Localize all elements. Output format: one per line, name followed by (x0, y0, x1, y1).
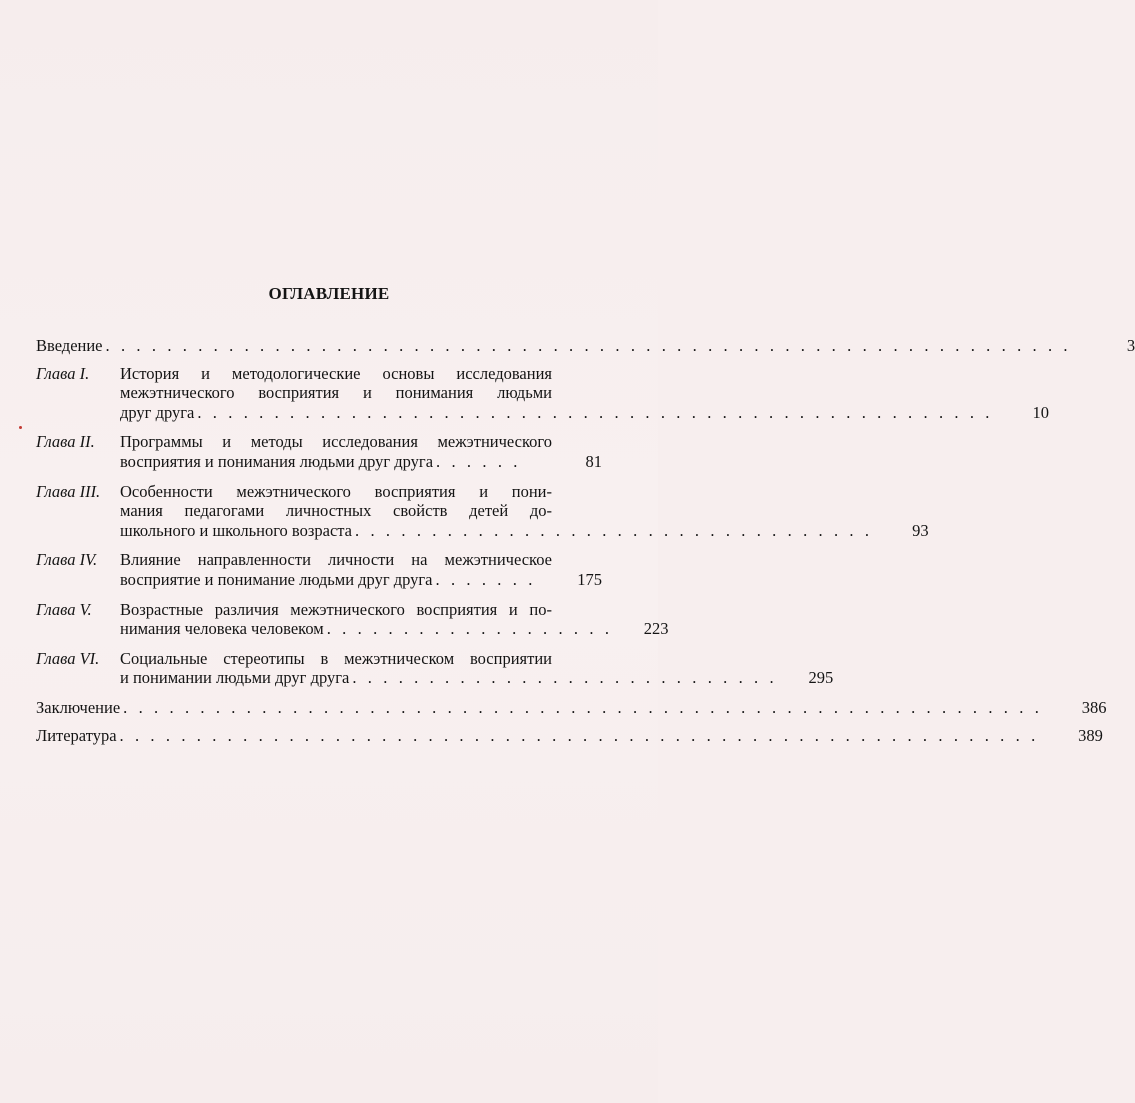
toc-entry-title: Литература (36, 725, 117, 745)
chapter-label: Глава V. (36, 599, 92, 619)
chapter-title-last-line (120, 521, 929, 541)
toc-page-number: 386 (1081, 697, 1107, 717)
chapter-title-line: друг друга (120, 402, 195, 422)
toc-entry-chapter-6[interactable] (36, 648, 834, 688)
toc-page-number: 10 (1032, 402, 1050, 422)
table-of-contents (36, 336, 1135, 753)
chapter-title (120, 482, 929, 541)
dot-leader: . . . . . . . . . . . . . . . . . . . . . . . . . . . . . . . . . . (355, 520, 873, 540)
chapter-title-last-line (120, 403, 1049, 423)
toc-entry-chapter-5[interactable] (36, 599, 669, 639)
dot-leader: . . . . . . . (435, 569, 536, 589)
dot-leader: . . . . . . . . . . . . . . . . . . . . . . . . . . . . . . . . . . . . . . . . . . . . . . . . . . . . . . . . . . . . . . . (105, 336, 1072, 355)
toc-page-number: 175 (577, 569, 602, 589)
toc-page-number: 295 (808, 668, 834, 688)
dot-leader: . . . . . . . . . . . . . . . . . . . . . . . . . . . . (352, 668, 778, 688)
chapter-title-line: восприятия и понимания людьми друг друга (120, 451, 434, 471)
chapter-label: Глава IV. (36, 550, 98, 570)
chapter-title-line: мания педагогами личностных свойств детей до- (120, 501, 552, 521)
chapter-title-line: Влияние направленности личности на межэтническое (120, 550, 552, 570)
chapter-title (120, 432, 602, 471)
toc-entry-conclusion[interactable] (36, 697, 1107, 718)
chapter-title-last-line (120, 668, 833, 688)
dot-leader: . . . . . . (436, 451, 522, 471)
toc-entry-chapter-1[interactable] (36, 363, 1050, 423)
toc-page-number: 223 (643, 619, 669, 639)
dot-leader: . . . . . . . . . . . . . . . . . . . . . . . . . . . . . . . . . . . . . . . . . . . . . . . . . . . . (197, 402, 994, 422)
toc-entry-introduction[interactable] (36, 336, 1135, 356)
toc-entry-chapter-4[interactable] (36, 550, 602, 589)
chapter-title-last-line (120, 570, 602, 590)
chapter-title (120, 364, 1049, 423)
dot-leader: . . . . . . . . . . . . . . . . . . . . . . . . . . . . . . . . . . . . . . . . . . . . . . . . . . . . . . . . . . . . (119, 725, 1039, 745)
toc-entry-chapter-3[interactable] (36, 481, 929, 541)
toc-page-number: 81 (585, 451, 602, 471)
chapter-title-line: История и методологические основы исследования (120, 363, 552, 383)
chapter-title (120, 600, 669, 639)
chapter-title (120, 550, 602, 589)
chapter-title-line: межэтнического восприятия и понимания людьми (120, 383, 552, 403)
dot-leader: . . . . . . . . . . . . . . . . . . . . . . . . . . . . . . . . . . . . . . . . . . . . . . . . . . . . . . . . . . . . (123, 697, 1043, 717)
toc-page-number: 3 (1126, 336, 1135, 355)
chapter-title (120, 649, 833, 688)
chapter-label: Глава I. (36, 363, 90, 383)
toc-entry-chapter-2[interactable] (36, 432, 602, 471)
chapter-title-line: Программы и методы исследования межэтнического (120, 432, 552, 452)
page-title: ОГЛАВЛЕНИЕ (268, 284, 390, 303)
toc-entry-title: Заключение (36, 697, 121, 717)
toc-page-number: 93 (912, 520, 929, 540)
chapter-title-line: Возрастные различия межэтнического восприятия и по- (120, 599, 552, 619)
chapter-title-line: нимания человека человеком (120, 619, 324, 639)
toc-page-number: 389 (1078, 725, 1103, 745)
chapter-label: Глава VI. (36, 648, 100, 668)
chapter-title-line: Особенности межэтнического восприятия и пони- (120, 481, 552, 501)
chapter-title-last-line (120, 452, 602, 472)
dot-leader: . . . . . . . . . . . . . . . . . . . (326, 619, 613, 639)
ink-speck (19, 426, 22, 429)
chapter-title-line: и понимании людьми друг друга (120, 668, 350, 688)
toc-entry-references[interactable] (36, 725, 1103, 746)
chapter-label: Глава III. (36, 481, 101, 501)
chapter-title-line: школьного и школьного возраста (120, 520, 353, 540)
chapter-title-line: восприятие и понимание людьми друг друга (120, 569, 433, 589)
chapter-title-line: Социальные стереотипы в межэтническом восприятии (120, 648, 552, 668)
chapter-title-last-line (120, 619, 669, 639)
toc-entry-title: Введение (36, 336, 103, 355)
chapter-label: Глава II. (36, 432, 95, 452)
